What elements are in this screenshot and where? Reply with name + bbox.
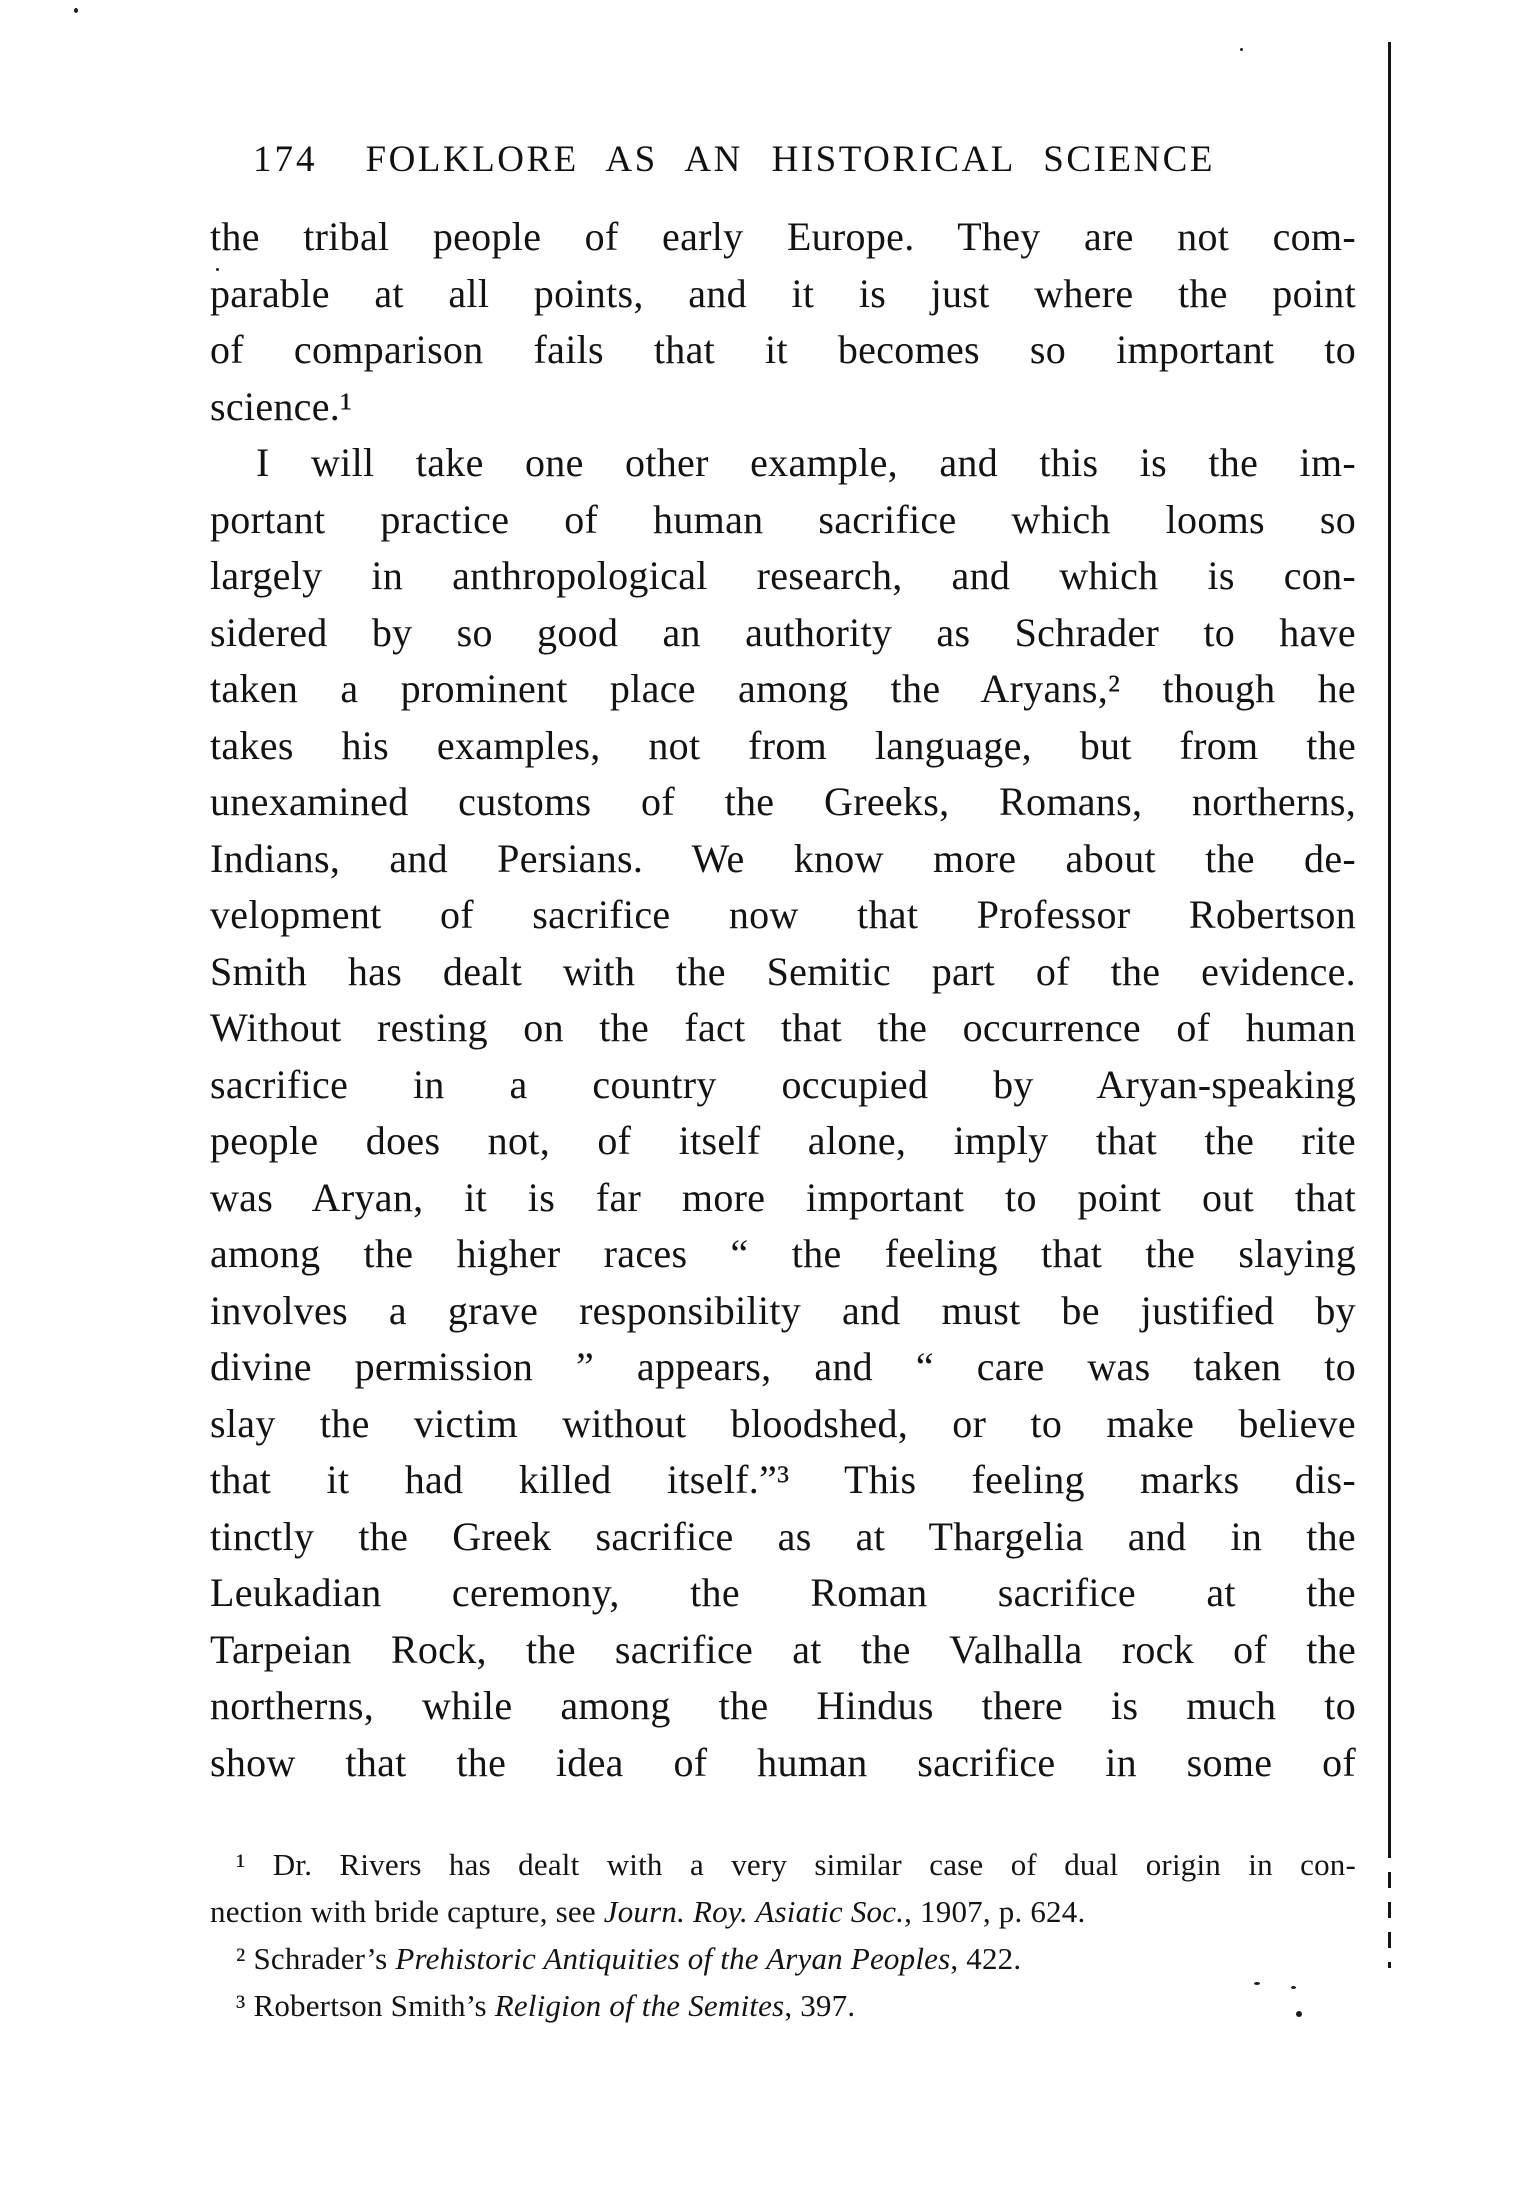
- page-body: [210, 209, 1356, 1791]
- body-line: velopment of sacrifice now that Professor Robertson: [210, 892, 1356, 937]
- scan-speck: [216, 268, 219, 271]
- body-line: portant practice of human sacrifice which looms so: [210, 496, 1356, 542]
- running-header: [253, 138, 1355, 181]
- footnote-citation: Journ. Roy. Asiatic Soc.: [603, 1894, 905, 1929]
- footnotes: [210, 1841, 1356, 2029]
- page-number: 174: [253, 139, 318, 180]
- body-line: Indians, and Persians. We know more about the de-: [210, 835, 1356, 881]
- body-line: science.¹: [210, 383, 353, 429]
- body-line: Smith has dealt with the Semitic part of the evidence.: [210, 948, 1356, 994]
- body-line: among the higher races “ the feeling that the slaying: [210, 1231, 1356, 1276]
- footnote-text: ³ Robertson Smith’s: [236, 1988, 495, 2023]
- footnote-citation: Prehistoric Antiquities of the Aryan Peoples: [395, 1941, 951, 1976]
- footnote-line: [210, 1935, 1356, 1982]
- footnote-line: [210, 1982, 1356, 2029]
- body-line: that it had killed itself.”³ This feeling marks dis-: [210, 1457, 1356, 1502]
- body-line: of comparison fails that it becomes so important to: [210, 327, 1356, 372]
- body-line: divine permission ” appears, and “ care was taken to: [210, 1344, 1356, 1389]
- body-line: takes his examples, not from language, but from the: [210, 722, 1356, 768]
- footnote-text: ² Schrader’s: [236, 1941, 396, 1976]
- body-line: Tarpeian Rock, the sacrifice at the Valhalla rock of the: [210, 1626, 1356, 1672]
- body-line: the tribal people of early Europe. They are not com-: [210, 214, 1356, 259]
- scan-speck: [74, 8, 78, 13]
- scan-speck: [1254, 1982, 1260, 1985]
- body-line: taken a prominent place among the Aryans,² though he: [210, 666, 1356, 711]
- footnote-line: [210, 1841, 1356, 1888]
- footnote-text: , 397.: [784, 1988, 856, 2023]
- running-title: FOLKLORE AS AN HISTORICAL SCIENCE: [365, 139, 1215, 180]
- body-line: was Aryan, it is far more important to point out that: [210, 1174, 1356, 1220]
- footnote-text: nection with bride capture, see: [210, 1894, 604, 1929]
- scan-speck: [1291, 1986, 1296, 1989]
- footnote-text: , 422.: [950, 1941, 1022, 1976]
- body-line: people does not, of itself alone, imply that the rite: [210, 1118, 1356, 1163]
- footnote-line: [210, 1888, 1356, 1935]
- footnote-text: ¹ Dr. Rivers has dealt with a very similar case of dual origin in con-: [236, 1847, 1356, 1882]
- scan-artifact-vertical-line-dashed: [1388, 1842, 1391, 1968]
- body-line: involves a grave responsibility and must be justified by: [210, 1287, 1356, 1333]
- body-line: Leukadian ceremony, the Roman sacrifice at the: [210, 1570, 1356, 1615]
- body-line: tinctly the Greek sacrifice as at Thargelia and in the: [210, 1513, 1356, 1559]
- body-line: slay the victim without bloodshed, or to make believe: [210, 1400, 1356, 1446]
- footnote-text: , 1907, p. 624.: [904, 1894, 1086, 1929]
- body-line: northerns, while among the Hindus there is much to: [210, 1683, 1356, 1728]
- body-line: sidered by so good an authority as Schrader to have: [210, 609, 1356, 655]
- scan-artifact-vertical-line: [1388, 42, 1391, 1842]
- body-line: show that the idea of human sacrifice in some of: [210, 1739, 1356, 1785]
- body-line: largely in anthropological research, and which is con-: [210, 553, 1356, 598]
- footnote-citation: Religion of the Semites: [494, 1988, 785, 2023]
- body-line: Without resting on the fact that the occurrence of human: [210, 1005, 1356, 1050]
- scan-speck: [1240, 48, 1243, 51]
- body-line: I will take one other example, and this is the im-: [256, 440, 1356, 485]
- body-line: sacrifice in a country occupied by Aryan-speaking: [210, 1061, 1356, 1107]
- body-line: parable at all points, and it is just where the point: [210, 270, 1356, 316]
- scan-speck: [1296, 2011, 1302, 2017]
- body-line: unexamined customs of the Greeks, Romans, northerns,: [210, 779, 1356, 824]
